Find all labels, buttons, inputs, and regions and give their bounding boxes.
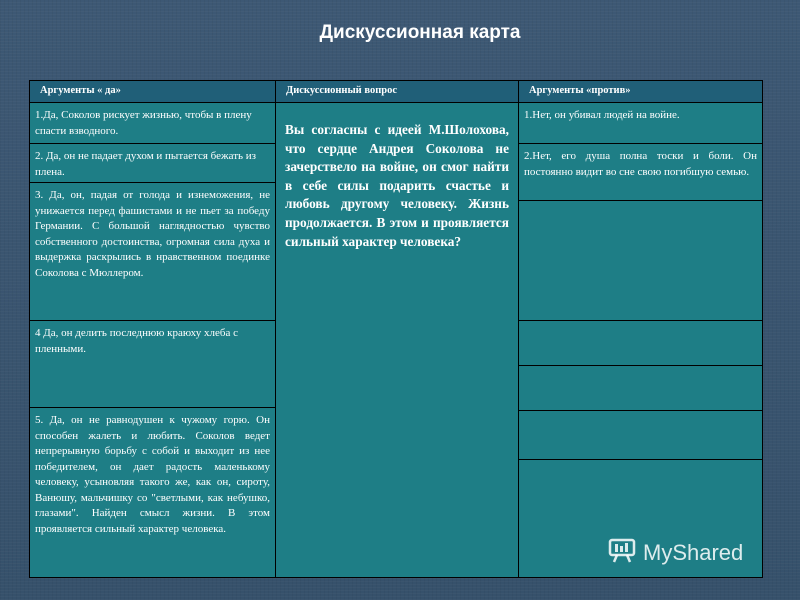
no-argument-2: 2.Нет, его душа полна тоски и боли. Он постоянно видит во сне свою погибшую семью. [518, 143, 763, 201]
header-no: Аргументы «против» [518, 80, 763, 103]
page-title: Дискуссионная карта [319, 22, 521, 43]
yes-argument-3: 3. Да, он, падая от голода и изнеможения, не унижается перед фашистами и не пьет за победу Германии. С большой наглядностью чувство собственного достоинства, огромная сила духа и выдержка раскрылись в нравственном поединке Соколова с Мюллером. [29, 182, 276, 321]
no-argument-5 [518, 365, 763, 411]
watermark-text: MyShared [643, 540, 744, 565]
yes-argument-5: 5. Да, он не равнодушен к чужому горю. Он способен жалеть и любить. Соколов ведет непрерывную борьбу с собой и выходит из нее победителем, он дает радость маленькому человеку, усыновляя такого же, как он, сироту, Ванюшу, мальчишку со "светлыми, как небушко, глазами". Найден смысл жизни. В этом проявляется сильный характер человека. [29, 407, 276, 578]
discussion-question: Вы согласны с идеей М.Шолохова, что сердце Андрея Соколова не зачерствело на войне, он смог найти в себе силы подарить счастье и любовь другому человеку. Жизнь продолжается. В этом и проявляется сильный характер человека? [275, 102, 519, 578]
header-question: Дискуссионный вопрос [275, 80, 519, 103]
no-argument-3 [518, 200, 763, 321]
yes-argument-1: 1.Да, Соколов рискует жизнью, чтобы в плену спасти взводного. [29, 102, 276, 144]
watermark [607, 533, 787, 573]
header-yes: Аргументы « да» [29, 80, 276, 103]
no-argument-6 [518, 410, 763, 460]
no-argument-1: 1.Нет, он убивал людей на войне. [518, 102, 763, 144]
presentation-board-icon [607, 535, 637, 571]
yes-argument-2: 2. Да, он не падает духом и пытается бежать из плена. [29, 143, 276, 183]
yes-argument-4: 4 Да, он делить последнюю краюху хлеба с пленными. [29, 320, 276, 408]
no-argument-4 [518, 320, 763, 366]
